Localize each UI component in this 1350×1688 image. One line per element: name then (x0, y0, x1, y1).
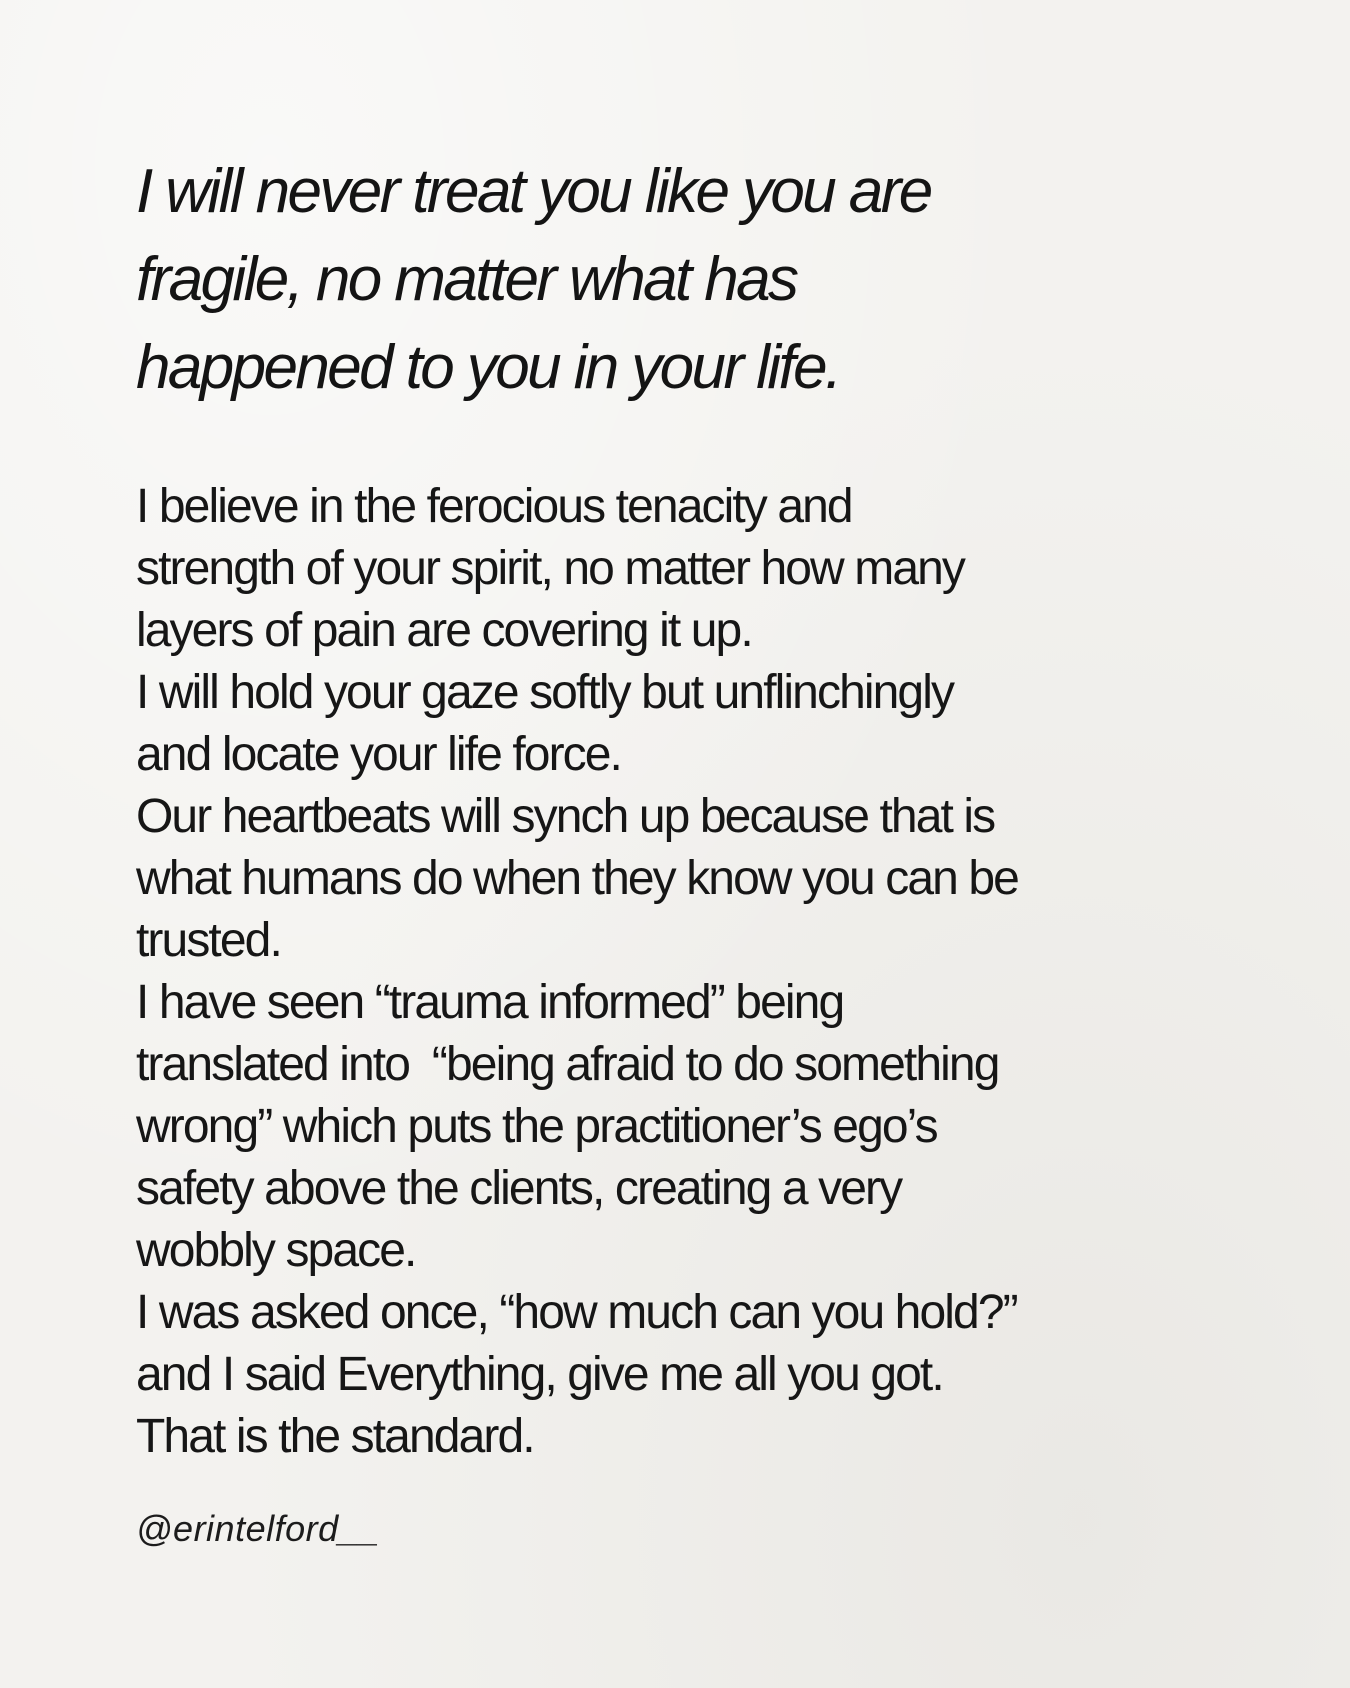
body-line: strength of your spirit, no matter how many (136, 542, 965, 595)
body-line: layers of pain are covering it up. (136, 604, 752, 657)
headline-line: I will never treat you like you are (136, 157, 931, 226)
headline-line: happened to you in your life. (136, 333, 840, 402)
body-line: That is the standard. (136, 1410, 534, 1463)
body-text (136, 476, 1196, 1468)
body-line: and locate your life force. (136, 728, 621, 781)
headline-line: fragile, no matter what has (136, 245, 797, 314)
body-line: I believe in the ferocious tenacity and (136, 480, 852, 533)
body-line: I will hold your gaze softly but unflinchingly (136, 666, 954, 719)
headline (136, 148, 1196, 412)
body-line: wrong” which puts the practitioner’s ego’s (136, 1100, 937, 1153)
body-line: trusted. (136, 914, 281, 967)
body-line: wobbly space. (136, 1224, 416, 1277)
post-content (136, 148, 1196, 1468)
body-line: what humans do when they know you can be (136, 852, 1018, 905)
body-line: I have seen “trauma informed” being (136, 976, 844, 1029)
body-line: I was asked once, “how much can you hold?” (136, 1286, 1017, 1339)
body-line: translated into “being afraid to do something (136, 1038, 999, 1091)
body-line: Our heartbeats will synch up because that is (136, 790, 995, 843)
author-handle: @erintelford__ (136, 1508, 380, 1549)
body-line: and I said Everything, give me all you got. (136, 1348, 943, 1401)
body-line: safety above the clients, creating a very (136, 1162, 902, 1215)
